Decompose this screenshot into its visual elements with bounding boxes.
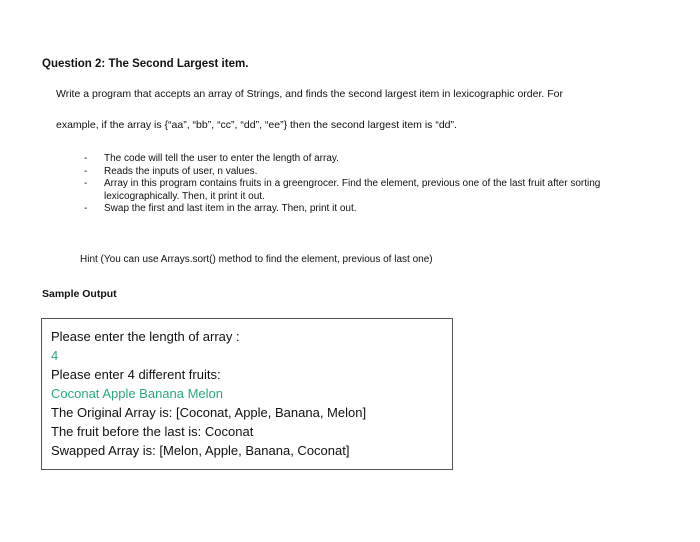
requirement-text: Array in this program contains fruits in a greengrocer. Find the element, previous one of the last fruit after sorting lexicographically. Then, it print it out. — [104, 178, 601, 202]
bullet-dash: - — [84, 178, 88, 189]
requirement-item — [82, 153, 662, 166]
description-line-1: Write a program that accepts an array of Strings, and finds the second largest item in lexicographic order. For — [56, 88, 563, 100]
description-line-2: example, if the array is {“aa”, “bb”, “cc”, “dd”, “ee”} then the second largest item is “dd”. — [56, 119, 457, 131]
requirement-text: Swap the first and last item in the array. Then, print it out. — [104, 203, 357, 214]
output-line-prompt-fruits: Please enter 4 different fruits: — [51, 367, 221, 382]
output-line-swapped-array: Swapped Array is: [Melon, Apple, Banana, Coconat] — [51, 443, 350, 458]
question-title: Question 2: The Second Largest item. — [42, 58, 249, 70]
output-line-original-array: The Original Array is: [Coconat, Apple, Banana, Melon] — [51, 405, 367, 420]
output-line-prompt-length: Please enter the length of array : — [51, 329, 240, 344]
requirement-text: The code will tell the user to enter the length of array. — [104, 153, 339, 164]
requirements-list — [82, 153, 662, 216]
bullet-dash: - — [84, 165, 88, 177]
output-line-input-length: 4 — [51, 348, 59, 363]
requirement-item — [82, 166, 662, 179]
bullet-dash: - — [84, 203, 88, 214]
hint-text: Hint (You can use Arrays.sort() method to find the element, previous of last one) — [80, 254, 433, 265]
sample-output-box — [41, 318, 453, 470]
output-line-input-fruits: Coconat Apple Banana Melon — [51, 386, 224, 401]
requirement-text: Reads the inputs of user, n values. — [104, 165, 258, 177]
requirement-item — [82, 203, 662, 216]
requirement-item — [82, 178, 662, 203]
sample-output-heading: Sample Output — [42, 288, 117, 300]
bullet-dash: - — [84, 153, 88, 164]
output-line-fruit-before-last: The fruit before the last is: Coconat — [51, 424, 254, 439]
